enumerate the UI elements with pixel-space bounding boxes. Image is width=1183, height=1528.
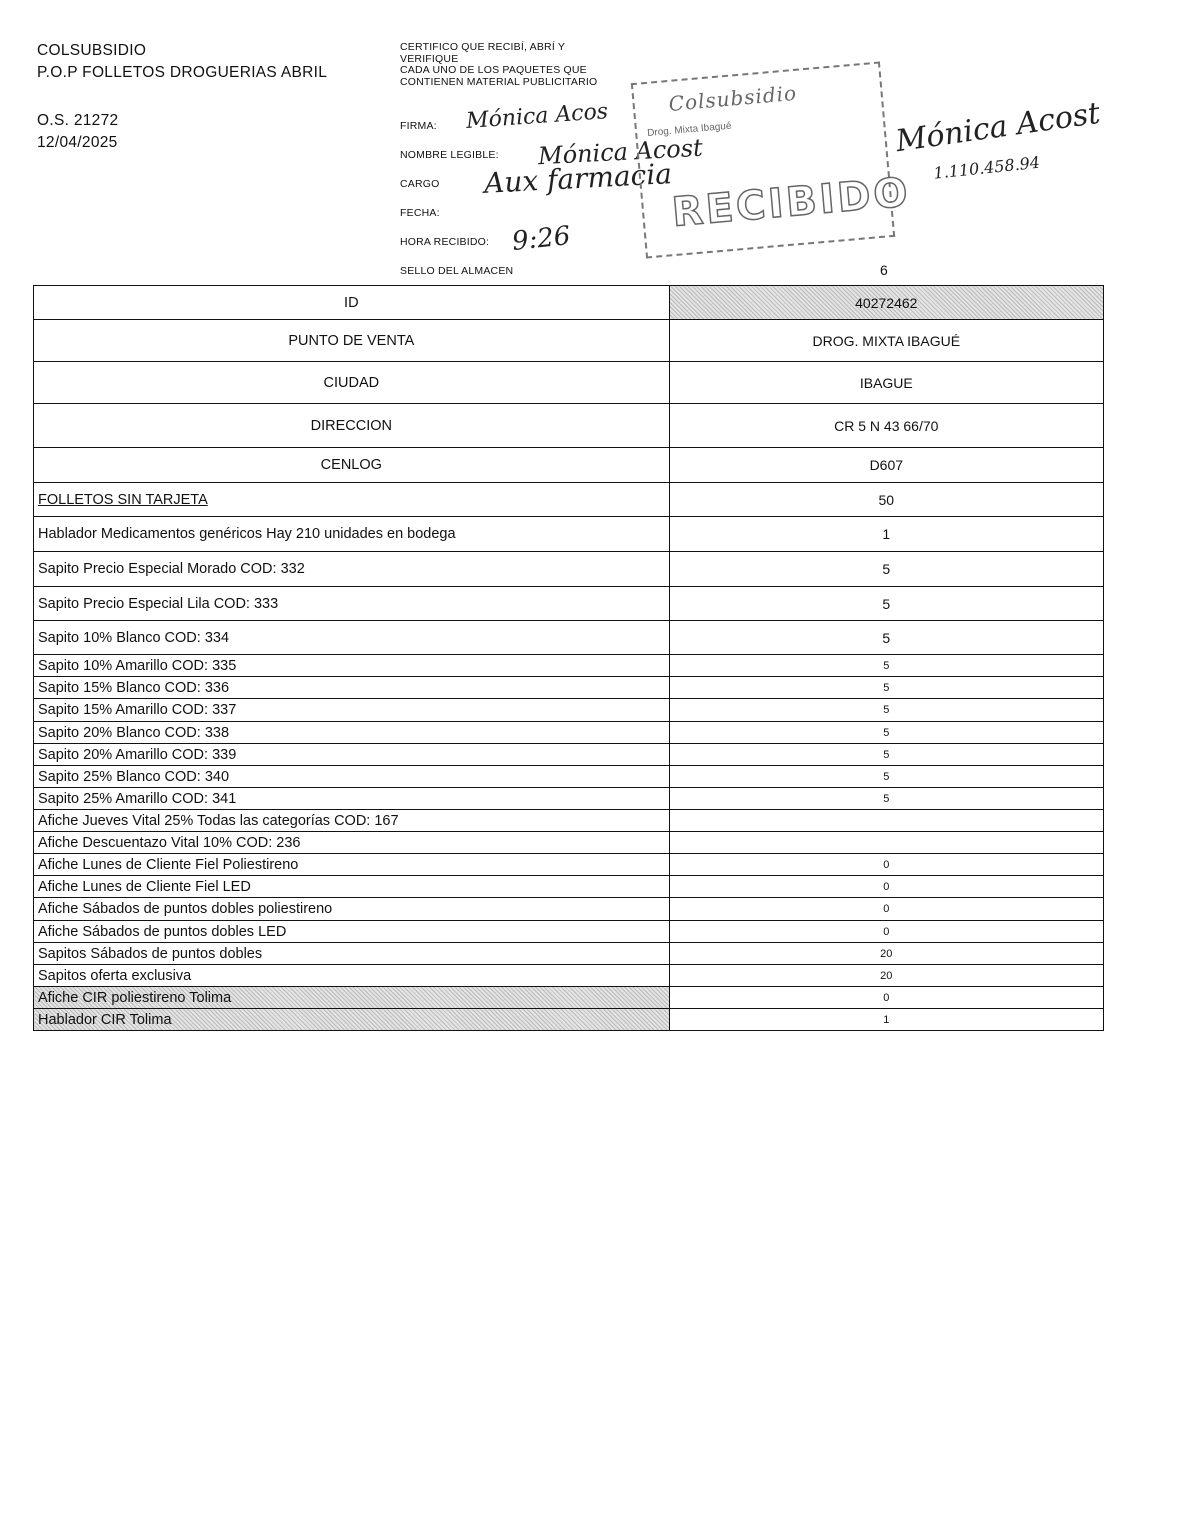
info-value: DROG. MIXTA IBAGUÉ xyxy=(669,320,1103,362)
info-value: 40272462 xyxy=(669,286,1103,320)
item-label: Sapito Precio Especial Lila COD: 333 xyxy=(34,587,670,621)
item-label: Sapito 15% Blanco COD: 336 xyxy=(34,677,670,699)
info-row xyxy=(34,362,1104,404)
item-row xyxy=(34,552,1104,587)
item-label: Sapito 25% Amarillo COD: 341 xyxy=(34,788,670,810)
cert-line-1: CERTIFICO QUE RECIBÍ, ABRÍ Y xyxy=(400,41,566,53)
item-row xyxy=(34,987,1104,1009)
item-quantity: 5 xyxy=(669,699,1103,722)
item-quantity: 0 xyxy=(669,876,1103,898)
signature-handwriting: Mónica Acost xyxy=(893,95,1103,160)
item-row xyxy=(34,898,1104,921)
item-row xyxy=(34,965,1104,987)
firma-label: FIRMA: xyxy=(400,120,437,132)
hora-label: HORA RECIBIDO: xyxy=(400,236,490,248)
item-label: Sapito 10% Amarillo COD: 335 xyxy=(34,655,670,677)
item-quantity: 5 xyxy=(669,744,1103,766)
info-value: CR 5 N 43 66/70 xyxy=(669,404,1103,448)
item-quantity: 5 xyxy=(669,788,1103,810)
sheet-number: 6 xyxy=(880,262,888,278)
item-row xyxy=(34,810,1104,832)
item-quantity: 0 xyxy=(669,898,1103,921)
item-row xyxy=(34,744,1104,766)
item-label: Afiche Sábados de puntos dobles poliestireno xyxy=(34,898,670,921)
item-quantity: 50 xyxy=(669,483,1103,517)
item-label: Afiche Lunes de Cliente Fiel LED xyxy=(34,876,670,898)
item-label: Afiche Descuentazo Vital 10% COD: 236 xyxy=(34,832,670,854)
item-label: Sapito 10% Blanco COD: 334 xyxy=(34,621,670,655)
stamp-text: RECIBIDO xyxy=(670,169,913,237)
item-quantity: 0 xyxy=(669,921,1103,943)
info-label: CIUDAD xyxy=(34,362,670,404)
item-row xyxy=(34,854,1104,876)
nombre-handwriting: Mónica Acost xyxy=(537,133,704,171)
item-quantity: 1 xyxy=(669,517,1103,552)
item-row xyxy=(34,722,1104,744)
item-row xyxy=(34,699,1104,722)
sello-label: SELLO DEL ALMACEN xyxy=(400,265,514,277)
item-label: FOLLETOS SIN TARJETA xyxy=(34,483,670,517)
item-row xyxy=(34,655,1104,677)
item-row xyxy=(34,943,1104,965)
item-row xyxy=(34,832,1104,854)
document-title: P.O.P FOLLETOS DROGUERIAS ABRIL xyxy=(37,64,328,81)
item-quantity: 1 xyxy=(669,1009,1103,1031)
cert-line-3: CADA UNO DE LOS PAQUETES QUE xyxy=(400,64,587,76)
item-quantity: 5 xyxy=(669,655,1103,677)
item-quantity: 20 xyxy=(669,943,1103,965)
certification-text xyxy=(400,42,597,88)
item-quantity: 20 xyxy=(669,965,1103,987)
item-row xyxy=(34,921,1104,943)
item-row xyxy=(34,621,1104,655)
cert-line-4: CONTIENEN MATERIAL PUBLICITARIO xyxy=(400,75,598,88)
item-row xyxy=(34,517,1104,552)
company-name: COLSUBSIDIO xyxy=(37,42,147,59)
order-number: O.S. 21272 xyxy=(37,112,119,129)
cert-line-2: VERIFIQUE xyxy=(400,52,459,65)
item-quantity xyxy=(669,810,1103,832)
item-label: Sapito 20% Blanco COD: 338 xyxy=(34,722,670,744)
item-row xyxy=(34,788,1104,810)
info-row xyxy=(34,404,1104,448)
item-label: Afiche Lunes de Cliente Fiel Poliestireno xyxy=(34,854,670,876)
fecha-label: FECHA: xyxy=(400,207,440,219)
item-label: Hablador Medicamentos genéricos Hay 210 unidades en bodega xyxy=(34,517,670,552)
nombre-label: NOMBRE LEGIBLE: xyxy=(400,149,499,161)
item-row xyxy=(34,483,1104,517)
item-row xyxy=(34,876,1104,898)
item-row xyxy=(34,677,1104,699)
info-value: D607 xyxy=(669,448,1103,483)
document-date: 12/04/2025 xyxy=(37,134,118,151)
items-section xyxy=(34,483,1104,1031)
item-label: Hablador CIR Tolima xyxy=(34,1009,670,1031)
firma-handwriting: Mónica Acos xyxy=(465,99,609,134)
item-row xyxy=(34,766,1104,788)
item-quantity: 5 xyxy=(669,722,1103,744)
cargo-handwriting: Aux farmacia xyxy=(483,157,673,200)
cargo-label: CARGO xyxy=(400,178,440,190)
item-label: Afiche CIR poliestireno Tolima xyxy=(34,987,670,1009)
item-quantity xyxy=(669,832,1103,854)
info-row xyxy=(34,286,1104,320)
item-label: Sapito Precio Especial Morado COD: 332 xyxy=(34,552,670,587)
item-label: Sapito 20% Amarillo COD: 339 xyxy=(34,744,670,766)
hora-handwriting: 9:26 xyxy=(510,221,572,257)
signature-id: 1.110.458.94 xyxy=(932,152,1041,183)
stamp-store: Drog. Mixta Ibagué xyxy=(646,120,732,139)
item-quantity: 0 xyxy=(669,987,1103,1009)
item-quantity: 5 xyxy=(669,677,1103,699)
item-label: Afiche Jueves Vital 25% Todas las categorías COD: 167 xyxy=(34,810,670,832)
item-quantity: 5 xyxy=(669,621,1103,655)
item-quantity: 5 xyxy=(669,552,1103,587)
item-label: Afiche Sábados de puntos dobles LED xyxy=(34,921,670,943)
item-row xyxy=(34,1009,1104,1031)
delivery-table xyxy=(33,285,1104,1031)
received-stamp xyxy=(631,61,913,258)
info-value: IBAGUE xyxy=(669,362,1103,404)
info-row xyxy=(34,448,1104,483)
item-quantity: 5 xyxy=(669,766,1103,788)
info-row xyxy=(34,320,1104,362)
info-label: ID xyxy=(34,286,670,320)
item-quantity: 0 xyxy=(669,854,1103,876)
info-label: PUNTO DE VENTA xyxy=(34,320,670,362)
item-label: Sapito 15% Amarillo COD: 337 xyxy=(34,699,670,722)
info-label: CENLOG xyxy=(34,448,670,483)
signature-block xyxy=(893,95,1103,183)
info-label: DIRECCION xyxy=(34,404,670,448)
header-block xyxy=(37,40,327,154)
item-label: Sapitos Sábados de puntos dobles xyxy=(34,943,670,965)
item-label: Sapitos oferta exclusiva xyxy=(34,965,670,987)
item-quantity: 5 xyxy=(669,587,1103,621)
stamp-brand: Colsubsidio xyxy=(667,80,798,116)
item-row xyxy=(34,587,1104,621)
item-label: Sapito 25% Blanco COD: 340 xyxy=(34,766,670,788)
info-section xyxy=(34,286,1104,483)
